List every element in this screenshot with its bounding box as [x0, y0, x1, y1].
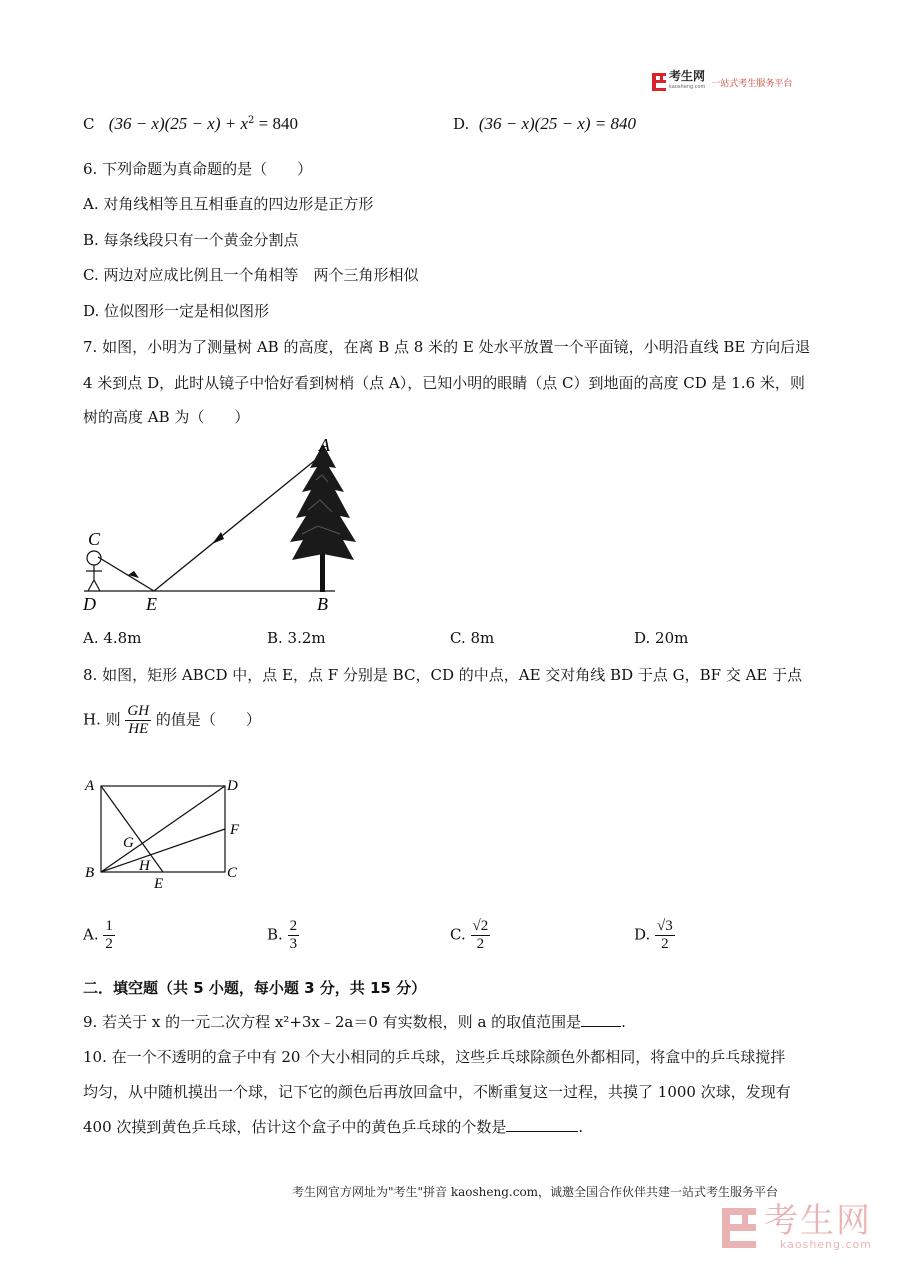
- q7-line-1: 7. 如图，小明为了测量树 AB 的高度，在离 B 点 8 米的 E 处水平放置一个平面镜，小明沿直线 BE 方向后退: [83, 338, 811, 356]
- q7-label-e: E: [146, 594, 157, 614]
- q10-line-2: 均匀，从中随机摸出一个球，记下它的颜色后再放回盒中，不断重复这一过程，共摸了 1000 次球，发现有: [83, 1083, 791, 1101]
- q8-fraction: $\frac{GH}{HE}$: [127, 703, 150, 737]
- q8-label-b: B: [85, 865, 95, 881]
- q10-line-3: 400 次摸到黄色乒乓球，估计这个盒子中的黄色乒乓球的个数是 .: [83, 1118, 584, 1136]
- q7-option-b: B. 3.2m: [267, 629, 326, 647]
- q8-label-f: F: [230, 822, 240, 838]
- q8-label-h: H: [139, 858, 150, 874]
- header-slogan: 一站式考生服务平台: [711, 78, 793, 89]
- q9: 9. 若关于 x 的一元二次方程 x²+3x﹣2a＝0 有实数根，则 a 的取值范围是 .: [83, 1013, 626, 1031]
- q9-answer-blank[interactable]: [581, 1012, 621, 1027]
- q8-option-c: C. $\frac{√2}{2}$: [450, 918, 489, 952]
- q8-line-2: H. 则 $\frac{GH}{HE}$ 的值是（ ）: [83, 703, 261, 737]
- q8-line-1: 8. 如图，矩形 ABCD 中，点 E，点 F 分别是 BC，CD 的中点，AE 交对角线 BD 于点 G，BF 交 AE 于点: [83, 666, 803, 684]
- q8-label-a: A: [85, 778, 95, 794]
- q8-figure: [80, 770, 250, 895]
- logo-text: [669, 71, 705, 93]
- q6-option-c: C. 两边对应成比例且一个角相等 两个三角形相似: [83, 266, 419, 284]
- q5-option-d: D. (36 − x)(25 − x) = 840: [453, 114, 636, 133]
- watermark: [722, 1201, 872, 1251]
- q8-option-d: D. $\frac{√3}{2}$: [634, 918, 673, 952]
- q6-option-a: A. 对角线相等且互相垂直的四边形是正方形: [83, 195, 374, 213]
- q7-option-d: D. 20m: [634, 629, 689, 647]
- q7-line-2: 4 米到点 D，此时从镜子中恰好看到树梢（点 A），已知小明的眼睛（点 C）到地面的高度 CD 是 1.6 米，则: [83, 374, 805, 392]
- header-logo: [652, 69, 793, 92]
- q10-line-1: 10. 在一个不透明的盒子中有 20 个大小相同的乒乓球，这些乒乓球除颜色外都相同，将盒中的乒乓球搅拌: [83, 1048, 786, 1066]
- q6-option-b: B. 每条线段只有一个黄金分割点: [83, 231, 299, 249]
- logo-domain: kaosheng.com: [669, 84, 706, 90]
- q7-line-3: 树的高度 AB 为（ ）: [83, 408, 250, 426]
- q6-option-d: D. 位似图形一定是相似图形: [83, 302, 270, 320]
- q8-option-a: A. $\frac{1}{2}$: [83, 918, 113, 952]
- watermark-logo-icon: [722, 1208, 756, 1248]
- q6-stem: 6. 下列命题为真命题的是（ ）: [83, 160, 313, 178]
- ray-a-to-e: [154, 453, 324, 591]
- q5-option-c: C $(36 - x)(25 - x) + x^2 = 840$: [83, 114, 298, 133]
- diagonal-bd: [101, 786, 225, 872]
- person-leg-right: [94, 580, 100, 591]
- q7-label-a: A: [319, 435, 330, 455]
- q8-label-e: E: [154, 876, 164, 892]
- q7-option-c: C. 8m: [450, 629, 495, 647]
- q7-option-a: A. 4.8m: [83, 629, 142, 647]
- q8-label-g: G: [123, 835, 134, 851]
- q10-answer-blank[interactable]: [506, 1117, 578, 1132]
- watermark-name: 考生网: [764, 1201, 872, 1241]
- logo-name: 考生网: [669, 69, 706, 83]
- segment-bf: [101, 829, 225, 872]
- q8-label-c: C: [227, 865, 238, 881]
- person-leg-left: [88, 580, 94, 591]
- arrow-down-left-icon: [212, 532, 224, 544]
- q7-label-b: B: [317, 594, 328, 614]
- segment-ae: [101, 786, 163, 872]
- section-2-title: 二．填空题（共 5 小题，每小题 3 分，共 15 分）: [83, 979, 427, 997]
- q7-label-d: D: [83, 594, 96, 614]
- kaosheng-logo-icon: [652, 73, 666, 91]
- q7-label-c: C: [88, 529, 101, 549]
- watermark-domain: kaosheng.com: [779, 1238, 872, 1251]
- footer-text: 考生网官方网址为"考生"拼音 kaosheng.com，诚邀全国合作伙伴共建一站式考生服务平台: [292, 1185, 779, 1199]
- q8-label-d: D: [227, 778, 238, 794]
- q7-figure: [70, 430, 370, 620]
- q8-option-b: B. $\frac{2}{3}$: [267, 918, 298, 952]
- tree-icon: [290, 444, 356, 592]
- ray-e-to-c: [98, 557, 154, 591]
